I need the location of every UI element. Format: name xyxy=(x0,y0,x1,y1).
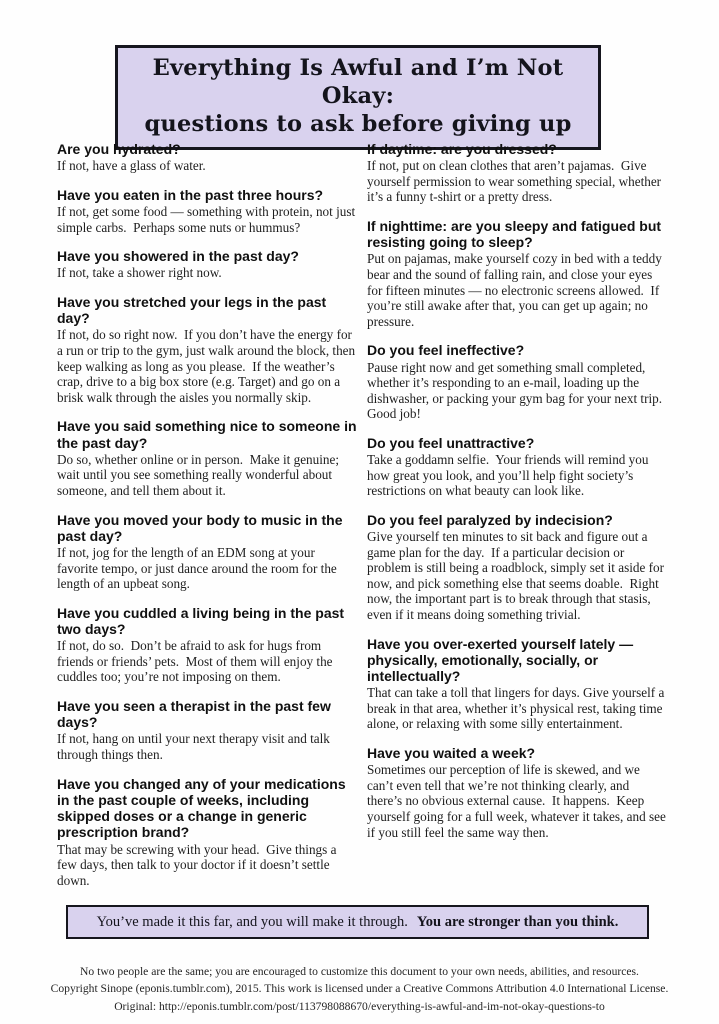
question-heading: Are you hydrated? xyxy=(57,141,181,157)
banner-text-normal: You’ve made it this far, and you will make it through. xyxy=(96,914,408,930)
question-heading: Have you seen a therapist in the past few days? xyxy=(57,697,331,731)
left-column xyxy=(57,141,357,901)
right-column xyxy=(367,141,670,901)
question-answer: Give yourself ten minutes to sit back and figure out a game plan for the day. If a particular decision or problem is still being a roadblock, simply set it aside for now, and pick something else that seems doable. Right now, the important part is to break through that stasis, even if it means doing something trivial. xyxy=(367,529,668,622)
footer-copyright-license: Copyright Sinope (eponis.tumblr.com), 2015. This work is licensed under a Creative Commons Attribution 4.0 International License. xyxy=(50,982,669,996)
question-heading: Have you waited a week? xyxy=(367,744,536,761)
question-heading: Have you moved your body to music in the past day? xyxy=(57,511,343,544)
question-answer: Pause right now and get something small completed, whether it’s responding to an e-mail, loading up the dishwasher, or packing your gym bag for your next trip. Good job! xyxy=(367,359,669,422)
question-block-waited-a-week xyxy=(367,744,670,840)
question-heading: If nighttime: are you sleepy and fatigued but resisting going to sleep? xyxy=(367,217,662,251)
question-block-cuddled xyxy=(57,605,357,685)
question-answer: If not, get some food — something with protein, not just simple carbs. Perhaps some nuts or hummus? xyxy=(57,204,359,235)
question-block-eaten xyxy=(57,187,357,235)
question-answer: That may be screwing with your head. Give things a few days, then talk to your doctor if it doesn’t settle down. xyxy=(57,841,340,888)
question-heading: Have you stretched your legs in the past day? xyxy=(57,294,327,327)
question-block-daytime-dressed xyxy=(367,141,667,205)
question-block-therapist xyxy=(57,698,357,763)
encouragement-banner xyxy=(66,905,649,939)
question-block-medications xyxy=(57,776,357,889)
question-block-showered xyxy=(57,248,357,281)
question-heading: Do you feel ineffective? xyxy=(367,342,525,359)
question-heading: Have you changed any of your medications in the past couple of weeks, including skipped doses or a change in generic prescription brand? xyxy=(57,775,346,841)
question-answer: Sometimes our perception of life is skewed, and we can’t even tell that we’re not thinking clearly, and there’s no obvious external cause. It happens. Keep yourself going for a full week, whatever it takes, and see if you still feel the same way then. xyxy=(367,762,670,840)
question-block-paralyzed-indecision xyxy=(367,512,667,623)
question-block-hydrated xyxy=(57,141,357,174)
question-block-said-something-nice xyxy=(57,418,357,498)
question-block-moved-to-music xyxy=(57,512,357,592)
question-answer: If not, take a shower right now. xyxy=(57,265,222,281)
question-block-unattractive xyxy=(367,435,667,499)
question-heading: Do you feel paralyzed by indecision? xyxy=(367,511,613,528)
question-block-nighttime-sleep xyxy=(367,218,667,329)
question-answer: If not, do so right now. If you don’t have the energy for a run or trip to the gym, just walk around the block, then keep walking as long as you please. If the weather’s crap, drive to a big box store (e.g. Target) and go on a brisk walk through the aisles you normally skip. xyxy=(57,327,359,405)
question-heading: If daytime: are you dressed? xyxy=(367,141,557,157)
question-block-stretched xyxy=(57,294,357,405)
question-answer: If not, hang on until your next therapy visit and talk through things then. xyxy=(57,731,334,763)
question-heading: Have you eaten in the past three hours? xyxy=(57,186,324,203)
question-columns xyxy=(57,141,670,901)
question-heading: Have you showered in the past day? xyxy=(57,248,299,265)
question-heading: Have you over-exerted yourself lately — physically, emotionally, socially, or intellectually? xyxy=(367,635,634,685)
question-answer: Put on pajamas, make yourself cozy in bed with a teddy bear and the sound of falling rain, and close your eyes for fifteen minutes — no electronic screens allowed. If you’re still awake after that, you can get up again; no pressure. xyxy=(367,251,666,329)
title-line-2: questions to ask before giving up xyxy=(144,110,572,137)
question-answer: Do so, whether online or in person. Make it genuine; wait until you see something really wonderful about someone, and tell them about it. xyxy=(57,451,343,498)
footer xyxy=(0,963,719,1015)
question-answer: Take a goddamn selfie. Your friends will remind you how great you look, and you’ll help fight society’s restrictions on what beauty can look like. xyxy=(367,452,652,499)
question-heading: Have you cuddled a living being in the past two days? xyxy=(57,604,345,638)
footer-original-url: Original: http://eponis.tumblr.com/post/113798088670/everything-is-awful-and-im-not-okay-questions-to xyxy=(114,999,605,1013)
question-heading: Have you said something nice to someone in the past day? xyxy=(57,418,357,451)
question-heading: Do you feel unattractive? xyxy=(367,434,535,451)
question-answer: If not, have a glass of water. xyxy=(57,158,206,174)
question-answer: If not, jog for the length of an EDM song at your favorite tempo, or just dance around the room for the length of an upbeat song. xyxy=(57,545,341,592)
title-banner xyxy=(115,45,601,150)
question-answer: If not, do so. Don’t be afraid to ask for hugs from friends or friends’ pets. Most of them will enjoy the cuddles too; you’re not imposing on them. xyxy=(57,638,336,685)
banner-text-bold: You are stronger than you think. xyxy=(416,914,619,930)
question-block-over-exerted xyxy=(367,636,667,732)
title-line-1: Everything Is Awful and I’m Not Okay: xyxy=(152,55,564,109)
footer-customize-note: No two people are the same; you are encouraged to customize this document to your own needs, abilities, and resources. xyxy=(80,965,639,978)
question-block-ineffective xyxy=(367,342,667,422)
question-answer: That can take a toll that lingers for days. Give yourself a break in that area, whether it’s physical rest, taking time alone, or relaxing with some silly entertainment. xyxy=(367,685,668,732)
question-answer: If not, put on clean clothes that aren’t pajamas. Give yourself permission to wear something special, whether it’s a funny t-shirt or a pretty dress. xyxy=(367,158,665,205)
